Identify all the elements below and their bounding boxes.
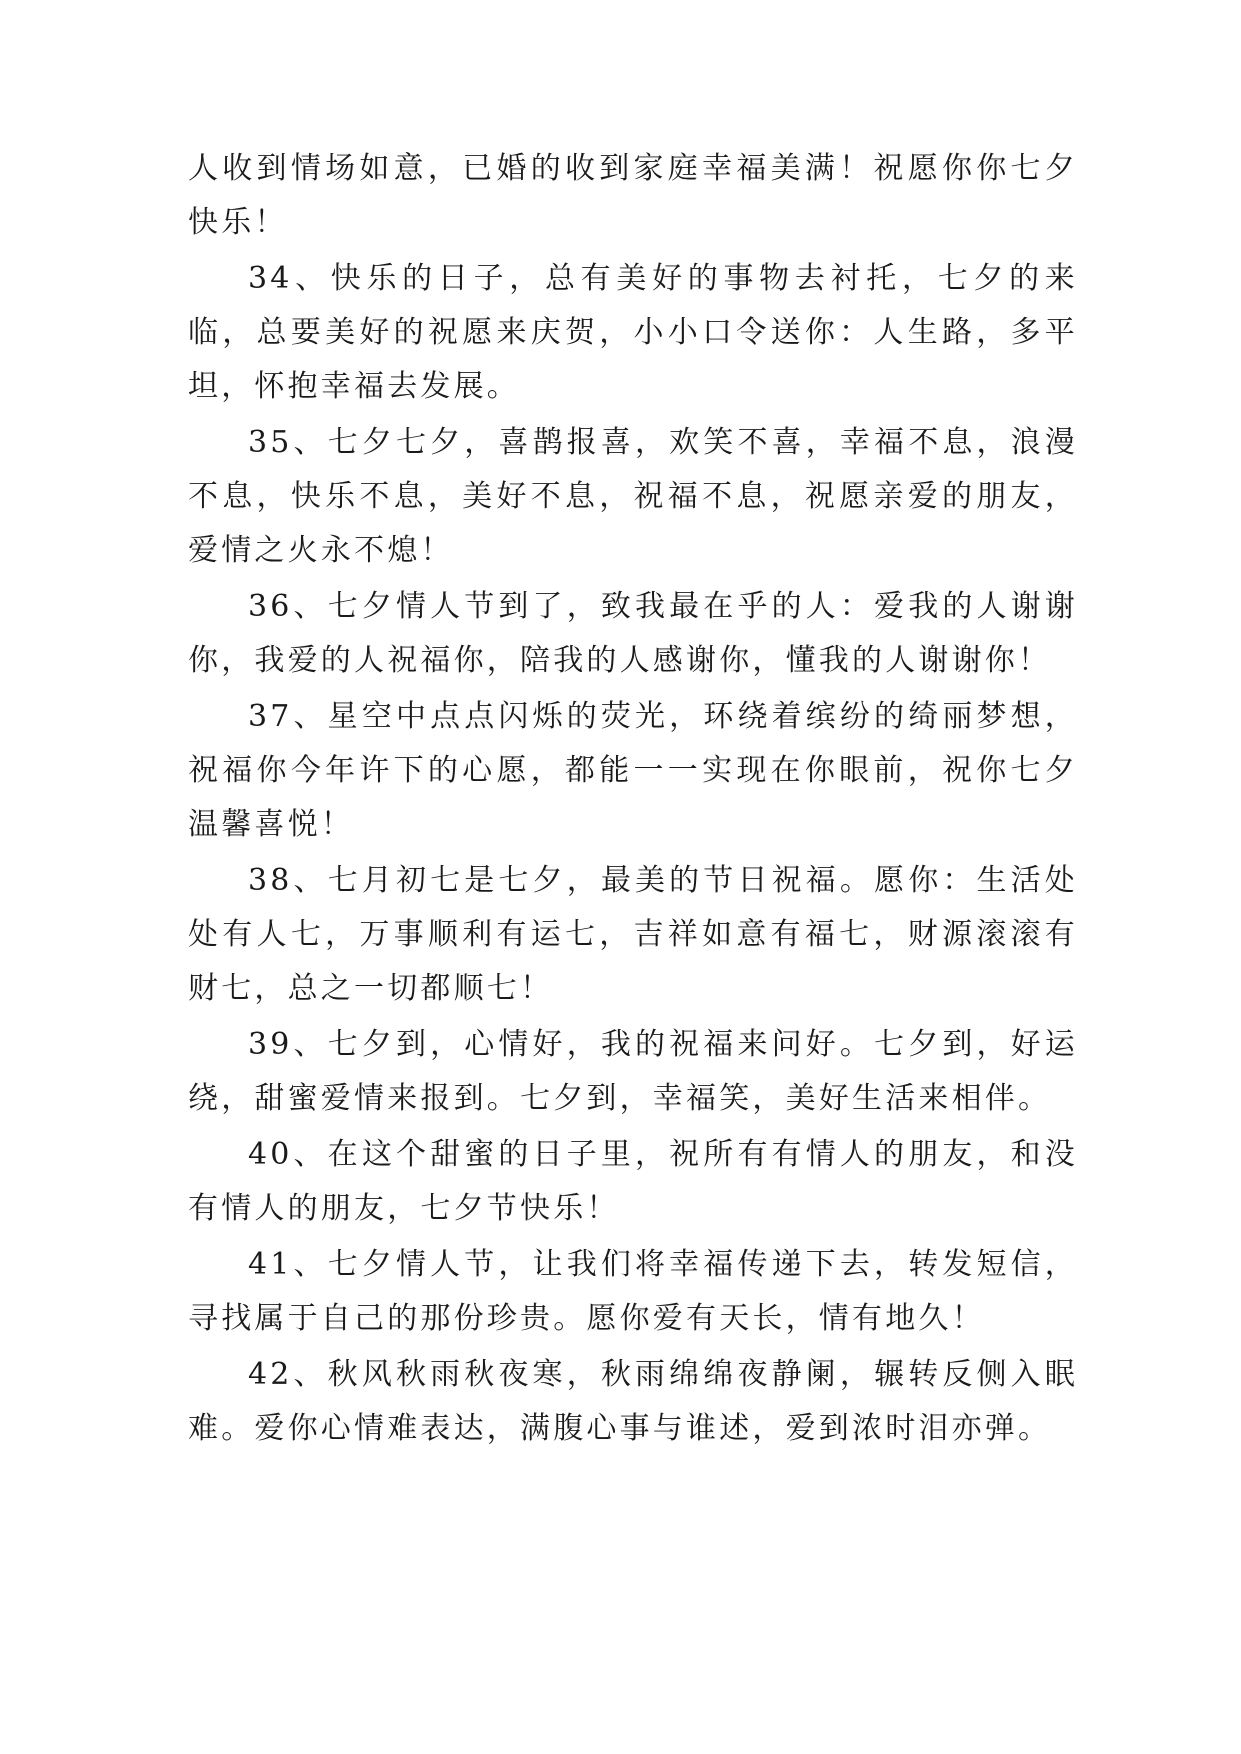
paragraph-36: 36、七夕情人节到了，致我最在乎的人：爱我的人谢谢你，我爱的人祝福你，陪我的人感谢你，懂我的人谢谢你！ xyxy=(188,589,1078,678)
paragraph-42: 42、秋风秋雨秋夜寒，秋雨绵绵夜静阑，辗转反侧入眠难。爱你心情难表达，满腹心事与谁述，爱到浓时泪亦弹。 xyxy=(188,1357,1078,1446)
paragraph-40: 40、在这个甜蜜的日子里，祝所有有情人的朋友，和没有情人的朋友，七夕节快乐！ xyxy=(188,1137,1078,1226)
paragraph-39: 39、七夕到，心情好，我的祝福来问好。七夕到，好运绕，甜蜜爱情来报到。七夕到，幸福笑，美好生活来相伴。 xyxy=(188,1027,1078,1116)
paragraph-41: 41、七夕情人节，让我们将幸福传递下去，转发短信，寻找属于自己的那份珍贵。愿你爱有天长，情有地久！ xyxy=(188,1247,1078,1336)
paragraph-34: 34、快乐的日子，总有美好的事物去衬托，七夕的来临，总要美好的祝愿来庆贺，小小口令送你：人生路，多平坦，怀抱幸福去发展。 xyxy=(188,261,1078,404)
paragraph-35: 35、七夕七夕，喜鹊报喜，欢笑不喜，幸福不息，浪漫不息，快乐不息，美好不息，祝福不息，祝愿亲爱的朋友，爱情之火永不熄！ xyxy=(188,425,1078,568)
paragraph-38: 38、七月初七是七夕，最美的节日祝福。愿你：生活处处有人七，万事顺利有运七，吉祥如意有福七，财源滚滚有财七，总之一切都顺七！ xyxy=(188,863,1078,1006)
paragraph-37: 37、星空中点点闪烁的荧光，环绕着缤纷的绮丽梦想，祝福你今年许下的心愿，都能一一实现在你眼前，祝你七夕温馨喜悦！ xyxy=(188,699,1078,842)
paragraph-continuation: 人收到情场如意，已婚的收到家庭幸福美满！祝愿你你七夕快乐！ xyxy=(188,151,1078,240)
document-body xyxy=(188,142,1078,1458)
